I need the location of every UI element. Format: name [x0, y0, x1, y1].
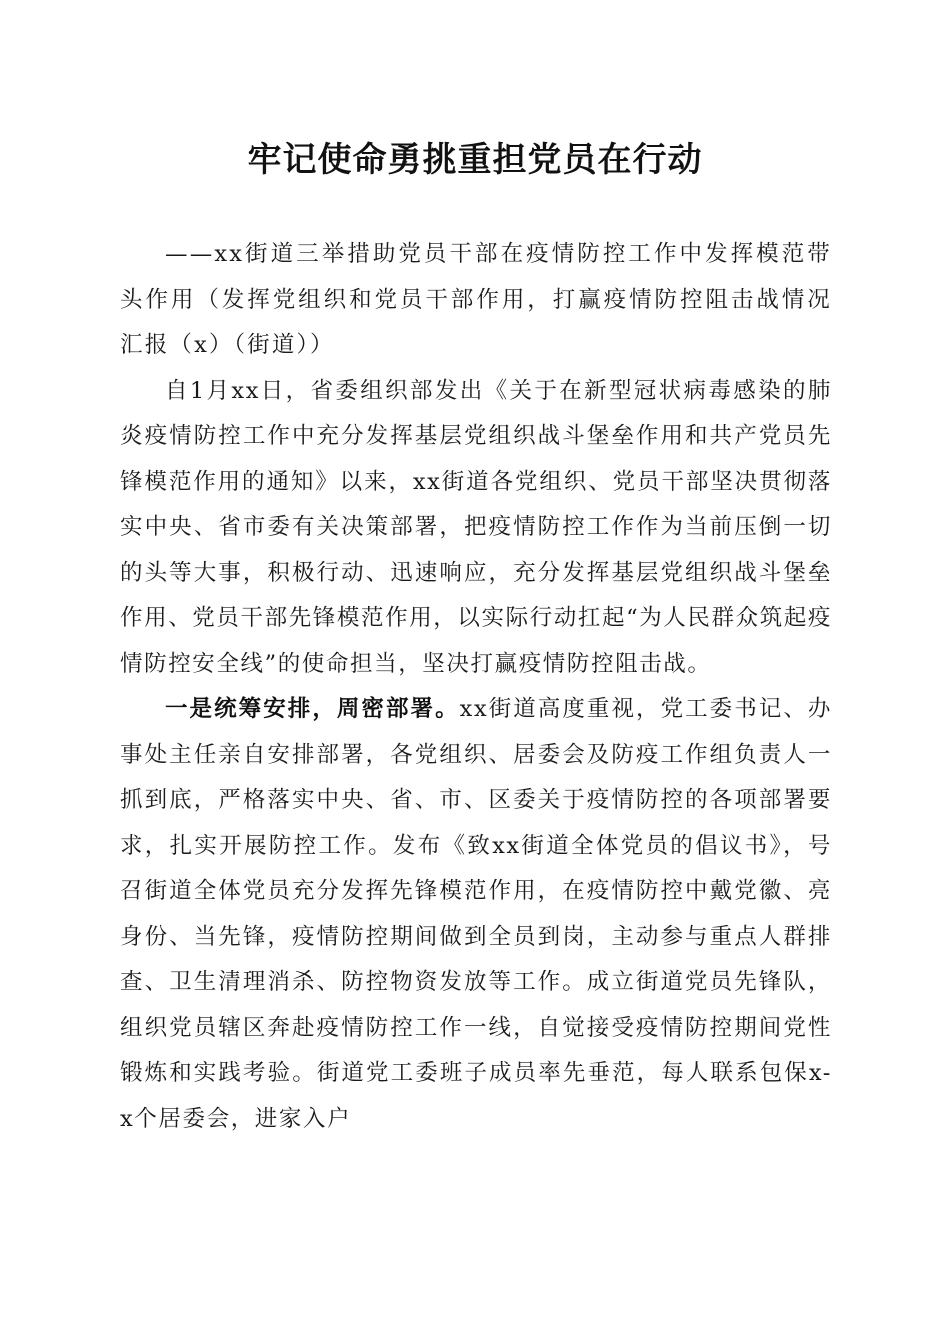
- document-title: 牢记使命勇挑重担党员在行动: [247, 140, 703, 180]
- document-body: [120, 232, 832, 1142]
- paragraph-intro: 自1月xx日，省委组织部发出《关于在新型冠状病毒感染的肺炎疫情防控工作中充分发挥基层党组织战斗堡垒作用和共产党员先锋模范作用的通知》以来，xx街道各党组织、党员干部坚决贯彻落实中央、省市委有关决策部署，把疫情防控工作作为当前压倒一切的头等大事，积极行动、迅速响应，充分发挥基层党组织战斗堡垒作用、党员干部先锋模范作用，以实际行动扛起“为人民群众筑起疫情防控安全线”的使命担当，坚决打赢疫情防控阻击战。: [120, 377, 833, 677]
- document-subtitle: ——xx街道三举措助党员干部在疫情防控工作中发挥模范带头作用（发挥党组织和党员干部作用，打赢疫情防控阻击战情况汇报（x）（街道））: [120, 241, 832, 358]
- paragraph-lead-heading: 一是统筹安排，周密部署。: [165, 696, 460, 722]
- paragraph-measure-one: [120, 687, 832, 1142]
- paragraph-measure-one-body: xx街道高度重视，党工委书记、办事处主任亲自安排部署，各党组织、居委会及防疫工作组负责人一抓到底，严格落实中央、省、市、区委关于疫情防控的各项部署要求，扎实开展防控工作。发布《致xx街道全体党员的倡议书》，号召街道全体党员充分发挥先锋模范作用，在疫情防控中戴党徽、亮身份、当先锋，疫情防控期间做到全员到岗，主动参与重点人群排查、卫生清理消杀、防控物资发放等工作。成立街道党员先锋队，组织党员辖区奔赴疫情防控工作一线，自觉接受疫情防控期间党性锻炼和实践考验。街道党工委班子成员率先垂范，每人联系包保x-x个居委会，进家入户: [120, 696, 832, 1132]
